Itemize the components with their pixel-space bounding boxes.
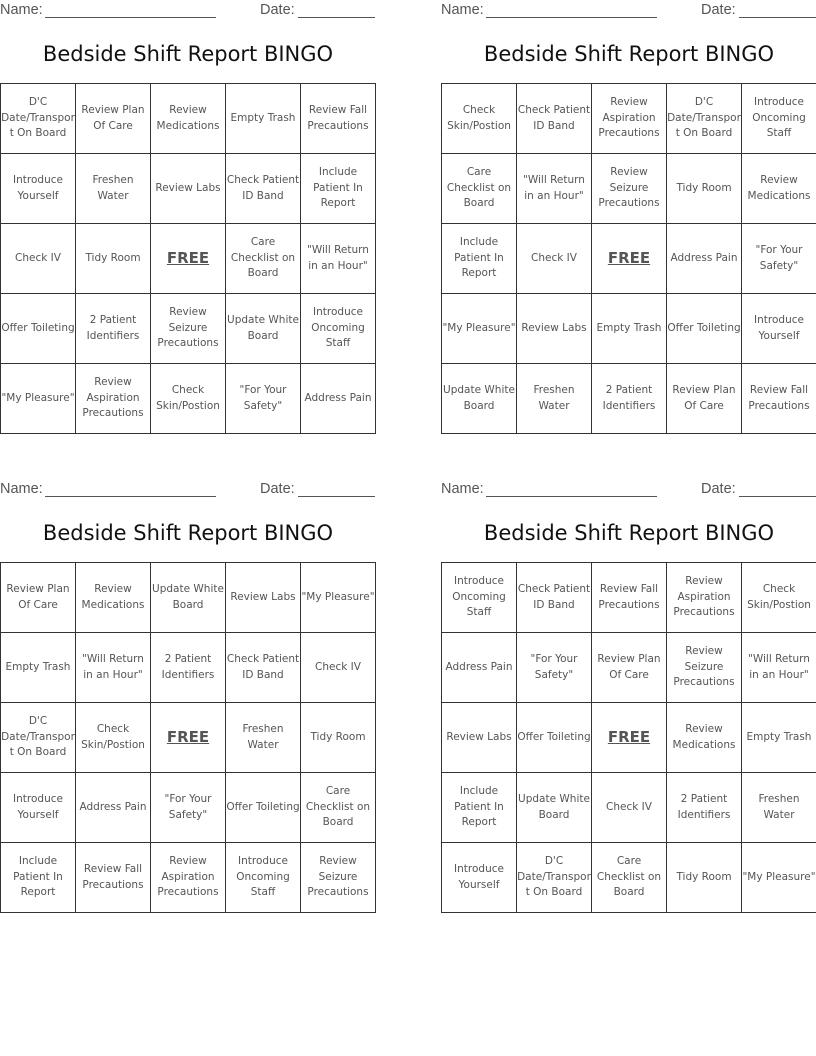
- bingo-cell: Update White Board: [226, 294, 301, 364]
- name-label: Name:: [0, 2, 43, 18]
- bingo-cell: 2 Patient Identifiers: [667, 773, 742, 843]
- bingo-cell: Review Fall Precautions: [301, 84, 376, 154]
- bingo-cell: "For Your Safety": [226, 364, 301, 434]
- bingo-row: [442, 773, 816, 843]
- bingo-cell: Offer Toileting: [226, 773, 301, 843]
- name-blank: [45, 17, 216, 18]
- bingo-cell: 2 Patient Identifiers: [592, 364, 667, 434]
- bingo-card-1: [0, 0, 376, 440]
- bingo-cell: Offer Toileting: [1, 294, 76, 364]
- bingo-cell: Address Pain: [667, 224, 742, 294]
- bingo-cell: Care Checklist on Board: [226, 224, 301, 294]
- bingo-cell: Empty Trash: [592, 294, 667, 364]
- name-label: Name:: [441, 2, 484, 18]
- bingo-cell: "Will Return in an Hour": [76, 633, 151, 703]
- date-label: Date:: [260, 481, 295, 497]
- date-blank: [739, 496, 816, 497]
- bingo-row: [1, 633, 376, 703]
- name-date-line: [441, 0, 816, 22]
- bingo-cell: Introduce Oncoming Staff: [226, 843, 301, 913]
- card-title: Bedside Shift Report BINGO: [483, 42, 775, 66]
- bingo-cell: D'C Date/Transport On Board: [667, 84, 742, 154]
- bingo-card-2: [441, 0, 816, 440]
- bingo-row: [442, 154, 816, 224]
- bingo-cell: Review Seizure Precautions: [151, 294, 226, 364]
- bingo-cell: Care Checklist on Board: [592, 843, 667, 913]
- bingo-row: [1, 364, 376, 434]
- bingo-cell: Review Fall Precautions: [76, 843, 151, 913]
- free-cell: FREE: [592, 703, 667, 773]
- bingo-cell: Care Checklist on Board: [442, 154, 517, 224]
- bingo-cell: Introduce Yourself: [1, 154, 76, 224]
- bingo-cell: Address Pain: [442, 633, 517, 703]
- bingo-grid: [0, 83, 376, 434]
- bingo-row: [1, 773, 376, 843]
- bingo-cell: Care Checklist on Board: [301, 773, 376, 843]
- bingo-cell: Review Medications: [667, 703, 742, 773]
- bingo-grid: [441, 562, 816, 913]
- bingo-grid: [441, 83, 816, 434]
- card-title: Bedside Shift Report BINGO: [483, 521, 775, 545]
- bingo-cell: "Will Return in an Hour": [301, 224, 376, 294]
- bingo-cell: Introduce Yourself: [442, 843, 517, 913]
- bingo-cell: Check IV: [517, 224, 592, 294]
- name-label: Name:: [0, 481, 43, 497]
- bingo-cell: Check IV: [301, 633, 376, 703]
- bingo-cell: Review Medications: [742, 154, 816, 224]
- bingo-cell: Review Aspiration Precautions: [151, 843, 226, 913]
- bingo-cell: D'C Date/Transport On Board: [1, 84, 76, 154]
- bingo-cell: Review Labs: [226, 563, 301, 633]
- bingo-row: [1, 843, 376, 913]
- card-title: Bedside Shift Report BINGO: [42, 521, 334, 545]
- bingo-cell: Update White Board: [517, 773, 592, 843]
- bingo-cell: "Will Return in an Hour": [517, 154, 592, 224]
- bingo-cell: Tidy Room: [301, 703, 376, 773]
- bingo-cell: Review Labs: [442, 703, 517, 773]
- bingo-cell: "My Pleasure": [301, 563, 376, 633]
- name-blank: [45, 496, 216, 497]
- bingo-cell: Check Skin/Postion: [742, 563, 816, 633]
- bingo-row: [442, 224, 816, 294]
- bingo-cell: Review Seizure Precautions: [301, 843, 376, 913]
- bingo-row: [442, 84, 816, 154]
- bingo-row: [442, 563, 816, 633]
- bingo-cell: Check IV: [592, 773, 667, 843]
- bingo-cell: Include Patient In Report: [301, 154, 376, 224]
- bingo-cell: Review Aspiration Precautions: [592, 84, 667, 154]
- bingo-cell: Include Patient In Report: [442, 224, 517, 294]
- bingo-cell: 2 Patient Identifiers: [76, 294, 151, 364]
- date-blank: [739, 17, 816, 18]
- bingo-row: [442, 843, 816, 913]
- bingo-cell: Address Pain: [301, 364, 376, 434]
- bingo-cell: Review Labs: [151, 154, 226, 224]
- bingo-cell: Include Patient In Report: [442, 773, 517, 843]
- bingo-cell: Address Pain: [76, 773, 151, 843]
- bingo-cell: D'C Date/Transport On Board: [517, 843, 592, 913]
- bingo-cell: Introduce Yourself: [742, 294, 816, 364]
- bingo-cell: "For Your Safety": [517, 633, 592, 703]
- bingo-row: [1, 154, 376, 224]
- bingo-cell: Review Fall Precautions: [592, 563, 667, 633]
- bingo-cell: Review Plan Of Care: [667, 364, 742, 434]
- bingo-cell: Check Patient ID Band: [517, 84, 592, 154]
- name-date-line: [441, 479, 816, 501]
- bingo-row: [442, 703, 816, 773]
- bingo-card-4: [441, 479, 816, 919]
- bingo-row: [1, 294, 376, 364]
- bingo-cell: Introduce Oncoming Staff: [742, 84, 816, 154]
- bingo-cell: Review Aspiration Precautions: [667, 563, 742, 633]
- bingo-cell: D'C Date/Transport On Board: [1, 703, 76, 773]
- bingo-cell: Review Plan Of Care: [592, 633, 667, 703]
- date-label: Date:: [260, 2, 295, 18]
- bingo-row: [442, 633, 816, 703]
- date-label: Date:: [701, 481, 736, 497]
- bingo-cell: Review Medications: [76, 563, 151, 633]
- bingo-cell: Tidy Room: [667, 843, 742, 913]
- bingo-cell: Introduce Yourself: [1, 773, 76, 843]
- bingo-cell: Tidy Room: [76, 224, 151, 294]
- bingo-cell: Introduce Oncoming Staff: [442, 563, 517, 633]
- bingo-row: [1, 224, 376, 294]
- name-blank: [486, 496, 657, 497]
- free-cell: FREE: [151, 224, 226, 294]
- bingo-cell: Freshen Water: [226, 703, 301, 773]
- bingo-cell: Check Skin/Postion: [442, 84, 517, 154]
- free-cell: FREE: [592, 224, 667, 294]
- bingo-cell: Freshen Water: [76, 154, 151, 224]
- bingo-row: [442, 294, 816, 364]
- bingo-cell: Check IV: [1, 224, 76, 294]
- bingo-row: [1, 84, 376, 154]
- bingo-cell: Check Patient ID Band: [226, 154, 301, 224]
- bingo-cell: Review Seizure Precautions: [667, 633, 742, 703]
- bingo-grid: [0, 562, 376, 913]
- free-cell: FREE: [151, 703, 226, 773]
- date-blank: [298, 17, 375, 18]
- bingo-cell: Review Plan Of Care: [1, 563, 76, 633]
- bingo-cell: Include Patient In Report: [1, 843, 76, 913]
- bingo-row: [1, 703, 376, 773]
- bingo-cell: Update White Board: [442, 364, 517, 434]
- bingo-cell: "Will Return in an Hour": [742, 633, 816, 703]
- name-date-line: [0, 479, 376, 501]
- bingo-cell: "My Pleasure": [742, 843, 816, 913]
- bingo-cell: Empty Trash: [742, 703, 816, 773]
- name-date-line: [0, 0, 376, 22]
- bingo-cell: Review Medications: [151, 84, 226, 154]
- bingo-cell: "My Pleasure": [442, 294, 517, 364]
- bingo-cell: Offer Toileting: [667, 294, 742, 364]
- bingo-cell: Check Skin/Postion: [76, 703, 151, 773]
- bingo-cell: Check Patient ID Band: [517, 563, 592, 633]
- bingo-cell: "For Your Safety": [742, 224, 816, 294]
- card-title: Bedside Shift Report BINGO: [42, 42, 334, 66]
- bingo-cell: 2 Patient Identifiers: [151, 633, 226, 703]
- bingo-card-3: [0, 479, 376, 919]
- bingo-cell: "My Pleasure": [1, 364, 76, 434]
- date-blank: [298, 496, 375, 497]
- bingo-cell: Freshen Water: [517, 364, 592, 434]
- bingo-cell: "For Your Safety": [151, 773, 226, 843]
- name-blank: [486, 17, 657, 18]
- bingo-cell: Empty Trash: [226, 84, 301, 154]
- bingo-cell: Offer Toileting: [517, 703, 592, 773]
- bingo-cell: Update White Board: [151, 563, 226, 633]
- bingo-cell: Freshen Water: [742, 773, 816, 843]
- bingo-row: [442, 364, 816, 434]
- bingo-cell: Tidy Room: [667, 154, 742, 224]
- bingo-row: [1, 563, 376, 633]
- bingo-cell: Empty Trash: [1, 633, 76, 703]
- bingo-cell: Check Skin/Postion: [151, 364, 226, 434]
- name-label: Name:: [441, 481, 484, 497]
- bingo-cell: Introduce Oncoming Staff: [301, 294, 376, 364]
- bingo-cell: Review Aspiration Precautions: [76, 364, 151, 434]
- date-label: Date:: [701, 2, 736, 18]
- bingo-cell: Review Labs: [517, 294, 592, 364]
- bingo-cell: Check Patient ID Band: [226, 633, 301, 703]
- bingo-cell: Review Seizure Precautions: [592, 154, 667, 224]
- bingo-cell: Review Fall Precautions: [742, 364, 816, 434]
- bingo-cell: Review Plan Of Care: [76, 84, 151, 154]
